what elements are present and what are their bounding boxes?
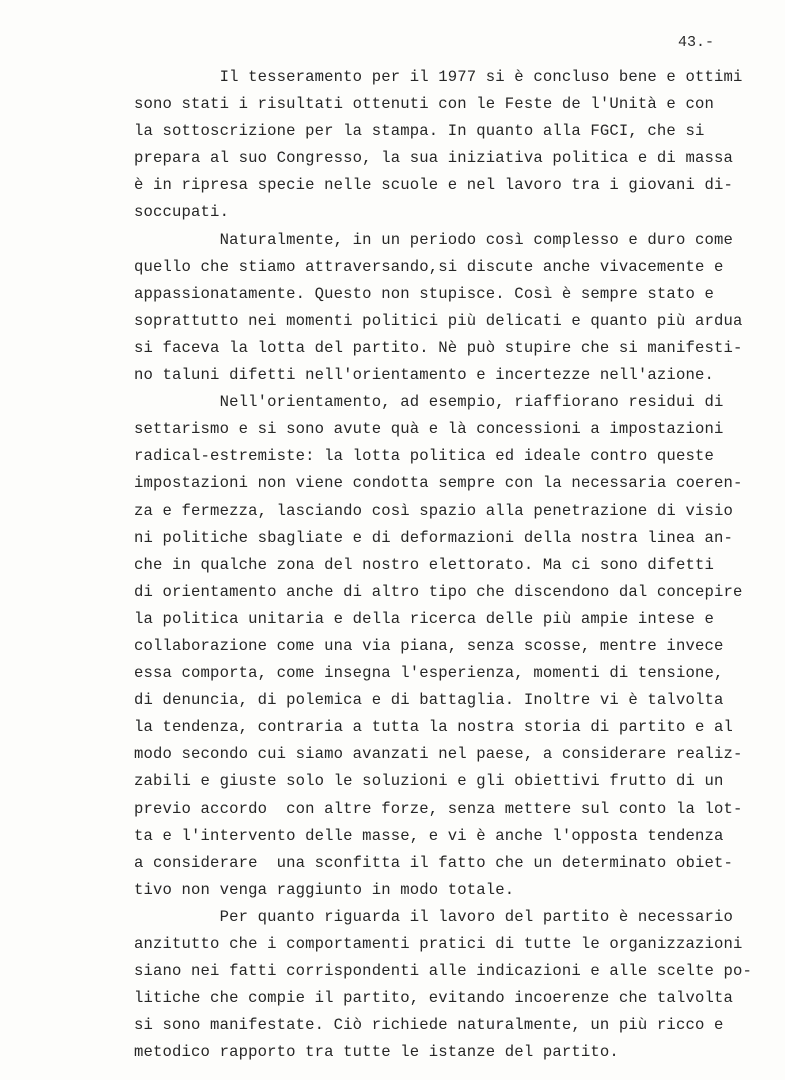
- text-line: litiche che compie il partito, evitando incoerenze che talvolta: [134, 989, 733, 1008]
- text-line: collaborazione come una via piana, senza scosse, mentre invece: [134, 636, 724, 655]
- text-line: appassionatamente. Questo non stupisce. Così è sempre stato e: [134, 284, 714, 303]
- text-line: sono stati i risultati ottenuti con le Feste de l'Unità e con: [134, 95, 714, 114]
- text-line: di denuncia, di polemica e di battaglia. Inoltre vi è talvolta: [134, 691, 724, 710]
- text-line: Il tesseramento per il 1977 si è concluso bene e ottimi: [134, 68, 743, 86]
- text-line: ni politiche sbagliate e di deformazioni della nostra linea an-: [134, 528, 733, 547]
- body-text: [134, 64, 774, 1066]
- text-line: za e fermezza, lasciando così spazio alla penetrazione di visio: [134, 501, 733, 520]
- text-line: prepara al suo Congresso, la sua iniziativa politica e di massa: [134, 149, 733, 168]
- text-line: si sono manifestate. Ciò richiede naturalmente, un più ricco e: [134, 1016, 724, 1035]
- text-line: impostazioni non viene condotta sempre con la necessaria coeren-: [134, 474, 743, 493]
- text-line: zabili e giuste solo le soluzioni e gli obiettivi frutto di un: [134, 772, 724, 791]
- text-line: radical-estremiste: la lotta politica ed ideale contro queste: [134, 447, 714, 466]
- text-line: soprattutto nei momenti politici più delicati e quanto più ardua: [134, 311, 743, 330]
- text-line: anzitutto che i comportamenti pratici di tutte le organizzazioni: [134, 935, 743, 953]
- text-line: è in ripresa specie nelle scuole e nel lavoro tra i giovani di-: [134, 176, 733, 195]
- text-line: no taluni difetti nell'orientamento e incertezze nell'azione.: [134, 366, 714, 385]
- text-line: che in qualche zona del nostro elettorato. Ma ci sono difetti: [134, 555, 714, 574]
- text-line: modo secondo cui siamo avanzati nel paese, a considerare realiz-: [134, 745, 743, 764]
- text-line: la sottoscrizione per la stampa. In quanto alla FGCI, che si: [134, 122, 705, 141]
- text-line: a considerare una sconfitta il fatto che un determinato obiet-: [134, 853, 733, 872]
- text-line: quello che stiamo attraversando,si discute anche vivacemente e: [134, 257, 724, 276]
- text-line: ta e l'intervento delle masse, e vi è anche l'opposta tendenza: [134, 826, 724, 845]
- text-line: soccupati.: [134, 203, 230, 222]
- text-line: settarismo e si sono avute quà e là concessioni a impostazioni: [134, 420, 724, 439]
- text-line: la politica unitaria e della ricerca delle più ampie intese e: [134, 609, 714, 628]
- page-number: 43.-: [678, 34, 715, 51]
- text-line: essa comporta, come insegna l'esperienza, momenti di tensione,: [134, 664, 724, 683]
- text-line: Nell'orientamento, ad esempio, riaffiorano residui di: [134, 393, 724, 412]
- text-line: tivo non venga raggiunto in modo totale.: [134, 880, 515, 899]
- text-line: si faceva la lotta del partito. Nè può stupire che si manifesti-: [134, 338, 743, 357]
- text-line: previo accordo con altre forze, senza mettere sul conto la lot-: [134, 799, 743, 818]
- text-line: Per quanto riguarda il lavoro del partito è necessario: [134, 907, 733, 926]
- text-line: la tendenza, contraria a tutta la nostra storia di partito e al: [134, 718, 733, 737]
- text-line: metodico rapporto tra tutte le istanze del partito.: [134, 1043, 619, 1062]
- text-line: Naturalmente, in un periodo così complesso e duro come: [134, 230, 733, 249]
- text-line: di orientamento anche di altro tipo che discendono dal concepire: [134, 582, 743, 601]
- text-line: siano nei fatti corrispondenti alle indicazioni e alle scelte po-: [134, 962, 753, 981]
